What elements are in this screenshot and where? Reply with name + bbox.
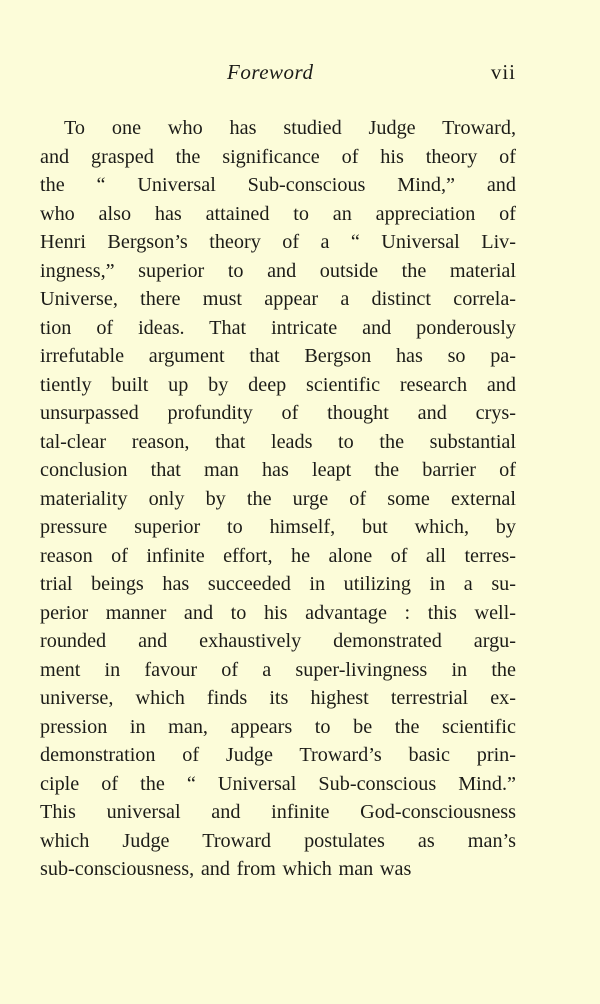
text-line: perior manner and to his advantage : this well-	[40, 601, 516, 624]
text-line: Universe, there must appear a distinct correla-	[40, 288, 516, 310]
text-line: tiently built up by deep scientific research and	[40, 373, 516, 396]
page-number: vii	[490, 60, 516, 84]
text-line: sub-consciousness, and from which man was	[40, 858, 412, 880]
text-line: which Judge Troward postulates as man’s	[40, 829, 516, 852]
text-line: pressure superior to himself, but which, by	[40, 516, 516, 538]
text-line: conclusion that man has leapt the barrier of	[40, 459, 516, 481]
text-line: tion of ideas. That intricate and ponderously	[40, 316, 516, 339]
text-line: trial beings has succeeded in utilizing in a su-	[40, 573, 516, 595]
text-line: ingness,” superior to and outside the material	[40, 259, 516, 282]
text-line: unsurpassed profundity of thought and crys-	[40, 402, 516, 424]
text-line: tal-clear reason, that leads to the substantial	[40, 430, 516, 453]
text-line: ment in favour of a super-livingness in the	[40, 658, 516, 681]
text-line: reason of infinite effort, he alone of all terres-	[40, 544, 516, 567]
text-line: who also has attained to an appreciation of	[40, 202, 516, 225]
text-line: To one who has studied Judge Troward,	[64, 117, 516, 139]
text-line: demonstration of Judge Troward’s basic prin-	[40, 744, 516, 766]
text-line: the “ Universal Sub-conscious Mind,” and	[40, 174, 516, 196]
text-line: ciple of the “ Universal Sub-conscious Mind.”	[40, 772, 516, 795]
text-line: universe, which finds its highest terrestrial ex-	[40, 687, 516, 709]
running-title: Foreword	[227, 60, 314, 84]
running-header	[40, 60, 516, 90]
text-line: Henri Bergson’s theory of a “ Universal Liv-	[40, 231, 516, 253]
text-line: rounded and exhaustively demonstrated argu-	[40, 630, 516, 652]
body-paragraph	[40, 114, 516, 884]
text-line: irrefutable argument that Bergson has so pa-	[40, 345, 516, 367]
text-line: and grasped the significance of his theory of	[40, 145, 516, 168]
text-line: materiality only by the urge of some external	[40, 487, 516, 510]
text-line: This universal and infinite God-consciousness	[40, 801, 516, 823]
text-line: pression in man, appears to be the scientific	[40, 715, 516, 738]
